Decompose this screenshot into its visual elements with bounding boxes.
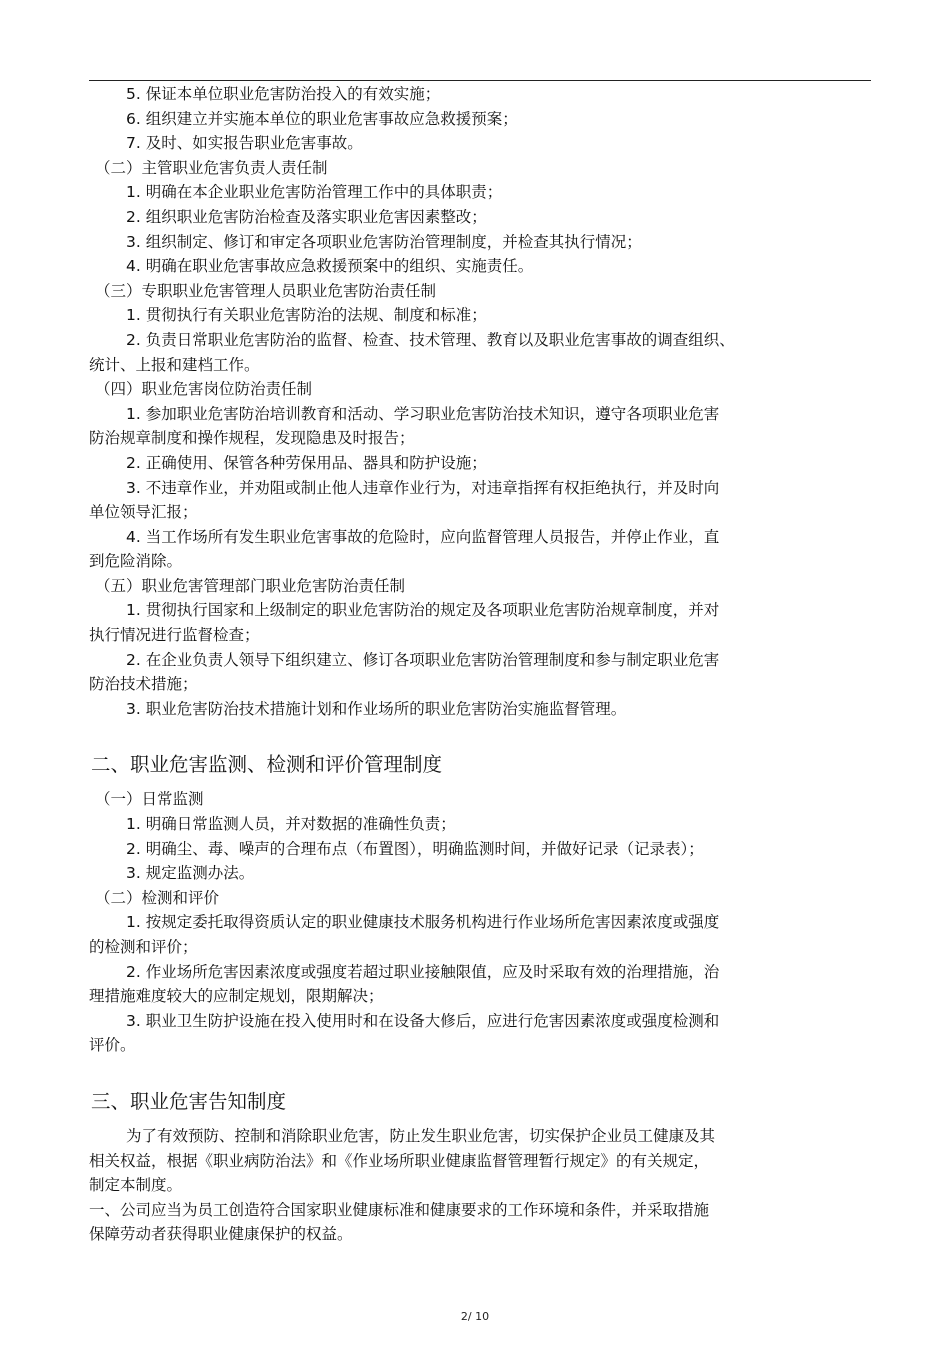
paragraph-line: 防治规章制度和操作规程，发现隐患及时报告； (89, 429, 415, 448)
paragraph-line: 5. 保证本单位职业危害防治投入的有效实施； (126, 85, 441, 103)
paragraph-line: 3. 规定监测办法。 (126, 864, 255, 883)
paragraph-line: 统计、上报和建档工作。 (89, 355, 260, 374)
header-rule (89, 80, 871, 81)
subsection-heading: （五）职业危害管理部门职业危害防治责任制 (95, 576, 406, 595)
paragraph-line: 3. 职业危害防治技术措施计划和作业场所的职业危害防治实施监督管理。 (126, 699, 627, 718)
subsection-heading: （二）检测和评价 (95, 888, 220, 907)
paragraph-line: 执行情况进行监督检查； (89, 626, 260, 645)
paragraph-line: 3. 不违章作业，并劝阻或制止他人违章作业行为，对违章指挥有权拒绝执行，并及时向 (126, 478, 720, 497)
paragraph-line: 的检测和评价； (89, 938, 198, 956)
paragraph-line: 1. 按规定委托取得资质认定的职业健康技术服务机构进行作业场所危害因素浓度或强度 (126, 913, 720, 932)
paragraph-line: 相关权益，根据《职业病防治法》和《作业场所职业健康监督管理暂行规定》的有关规定， (89, 1151, 710, 1170)
paragraph-line: 1. 明确在本企业职业危害防治管理工作中的具体职责； (126, 183, 503, 202)
subsection-heading: （一）日常监测 (95, 790, 204, 809)
paragraph-line: 2. 负责日常职业危害防治的监督、检查、技术管理、教育以及职业危害事故的调查组织、 (126, 330, 735, 349)
paragraph-line: 评价。 (89, 1036, 136, 1055)
paragraph-line: 一、公司应当为员工创造符合国家职业健康标准和健康要求的工作环境和条件，并采取措施 (89, 1200, 710, 1219)
paragraph-line: 防治技术措施； (89, 675, 198, 694)
paragraph-line: 3. 职业卫生防护设施在投入使用时和在设备大修后，应进行危害因素浓度或强度检测和 (126, 1011, 720, 1030)
paragraph-line: 1. 贯彻执行国家和上级制定的职业危害防治的规定及各项职业危害防治规章制度，并对 (126, 601, 720, 620)
paragraph-line: 6. 组织建立并实施本单位的职业危害事故应急救援预案； (126, 109, 518, 128)
document-body (89, 82, 829, 1247)
paragraph-line: 4. 当工作场所有发生职业危害事故的危险时，应向监督管理人员报告，并停止作业，直 (126, 527, 720, 546)
paragraph-line: 1. 贯彻执行有关职业危害防治的法规、制度和标准； (126, 306, 487, 325)
paragraph-line: 1. 明确日常监测人员，并对数据的准确性负责； (126, 815, 456, 834)
paragraph-line: 4. 明确在职业危害事故应急救援预案中的组织、实施责任。 (126, 257, 534, 276)
paragraph-line: 2. 作业场所危害因素浓度或强度若超过职业接触限值，应及时采取有效的治理措施，治 (126, 962, 720, 981)
paragraph-line: 7. 及时、如实报告职业危害事故。 (126, 134, 363, 153)
paragraph-line: 3. 组织制定、修订和审定各项职业危害防治管理制度，并检查其执行情况； (126, 232, 642, 251)
paragraph-line: 1. 参加职业危害防治培训教育和活动、学习职业危害防治技术知识，遵守各项职业危害 (126, 404, 720, 423)
subsection-heading: （二）主管职业危害负责人责任制 (95, 158, 328, 177)
section-heading: 二、职业危害监测、检测和评价管理制度 (91, 753, 443, 777)
paragraph-line: 制定本制度。 (89, 1176, 183, 1195)
paragraph-line: 2. 在企业负责人领导下组织建立、修订各项职业危害防治管理制度和参与制定职业危害 (126, 650, 720, 669)
paragraph-line: 保障劳动者获得职业健康保护的权益。 (89, 1225, 353, 1244)
paragraph-line: 2. 正确使用、保管各种劳保用品、器具和防护设施； (126, 453, 487, 472)
paragraph-line: 理措施难度较大的应制定规划，限期解决； (89, 987, 384, 1006)
subsection-heading: （四）职业危害岗位防治责任制 (95, 380, 313, 399)
paragraph-line: 2. 明确尘、毒、噪声的合理布点（布置图），明确监测时间，并做好记录（记录表）； (126, 839, 704, 858)
section-heading: 三、职业危害告知制度 (91, 1089, 287, 1113)
paragraph-line: 2. 组织职业危害防治检查及落实职业危害因素整改； (126, 207, 487, 226)
subsection-heading: （三）专职职业危害管理人员职业危害防治责任制 (95, 281, 437, 300)
paragraph-line: 为了有效预防、控制和消除职业危害，防止发生职业危害，切实保护企业员工健康及其 (126, 1126, 716, 1145)
paragraph-line: 单位领导汇报； (89, 503, 198, 522)
paragraph-line: 到危险消除。 (89, 552, 183, 571)
page-number: 2/ 10 (460, 1310, 490, 1323)
